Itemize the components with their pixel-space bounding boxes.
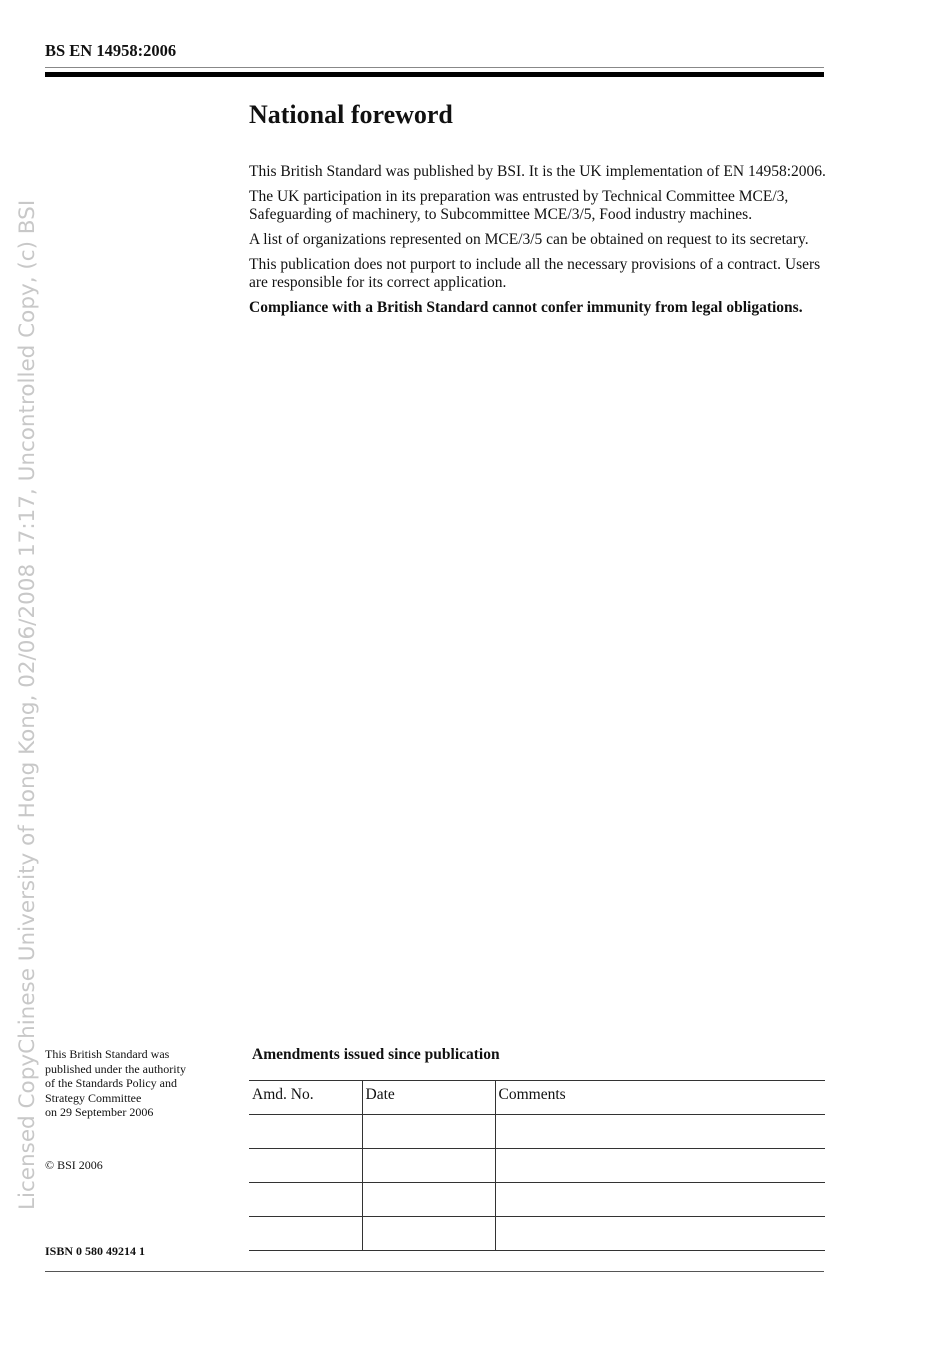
- note-line: Strategy Committee: [45, 1090, 142, 1105]
- note-line: published under the authority: [45, 1061, 186, 1076]
- isbn: ISBN 0 580 49214 1: [45, 1244, 146, 1258]
- table-header-row: [249, 1081, 825, 1115]
- amendments-title: Amendments issued since publication: [252, 1046, 500, 1063]
- foreword-body: [249, 163, 829, 324]
- paragraph: The UK participation in its preparation was entrusted by Technical Committee MCE/3, Safeguarding of machinery, to Subcommittee MCE/3/5, Food industry machines.: [249, 188, 789, 223]
- compliance-statement: Compliance with a British Standard cannot confer immunity from legal obligations.: [249, 299, 803, 316]
- publication-note: [45, 1047, 230, 1120]
- cell: [249, 1149, 362, 1183]
- cell: [495, 1217, 825, 1251]
- table-row: [249, 1217, 825, 1251]
- note-line: on 29 September 2006: [45, 1105, 154, 1119]
- document-id: BS EN 14958:2006: [45, 41, 177, 60]
- paragraph: This publication does not purport to include all the necessary provisions of a contract. Users are responsible for its correct application.: [249, 256, 821, 291]
- note-line: This British Standard was: [45, 1047, 170, 1061]
- table-row: [249, 1183, 825, 1217]
- note-line: of the Standards Policy and: [45, 1076, 177, 1090]
- cell: [495, 1183, 825, 1217]
- copyright: © BSI 2006: [45, 1158, 103, 1172]
- amendments-table: [249, 1080, 825, 1251]
- cell: [495, 1149, 825, 1183]
- column-header: Date: [362, 1081, 495, 1115]
- cell: [362, 1149, 495, 1183]
- column-header: Amd. No.: [249, 1081, 362, 1115]
- footer-rule: [45, 1271, 824, 1272]
- header-rule-thick: [45, 72, 824, 77]
- column-header: Comments: [495, 1081, 825, 1115]
- cell: [249, 1183, 362, 1217]
- cell: [495, 1115, 825, 1149]
- cell: [362, 1115, 495, 1149]
- cell: [362, 1183, 495, 1217]
- table-row: [249, 1149, 825, 1183]
- header-rule-thin: [45, 67, 824, 68]
- cell: [249, 1217, 362, 1251]
- page-title: National foreword: [249, 100, 453, 129]
- cell: [249, 1115, 362, 1149]
- table-row: [249, 1115, 825, 1149]
- paragraph: This British Standard was published by BSI. It is the UK implementation of EN 14958:2006.: [249, 163, 826, 180]
- paragraph: A list of organizations represented on MCE/3/5 can be obtained on request to its secretary.: [249, 231, 809, 248]
- cell: [362, 1217, 495, 1251]
- watermark: Licensed CopyChinese University of Hong Kong, 02/06/2008 17:17, Uncontrolled Copy, (c) BSI: [15, 199, 40, 1210]
